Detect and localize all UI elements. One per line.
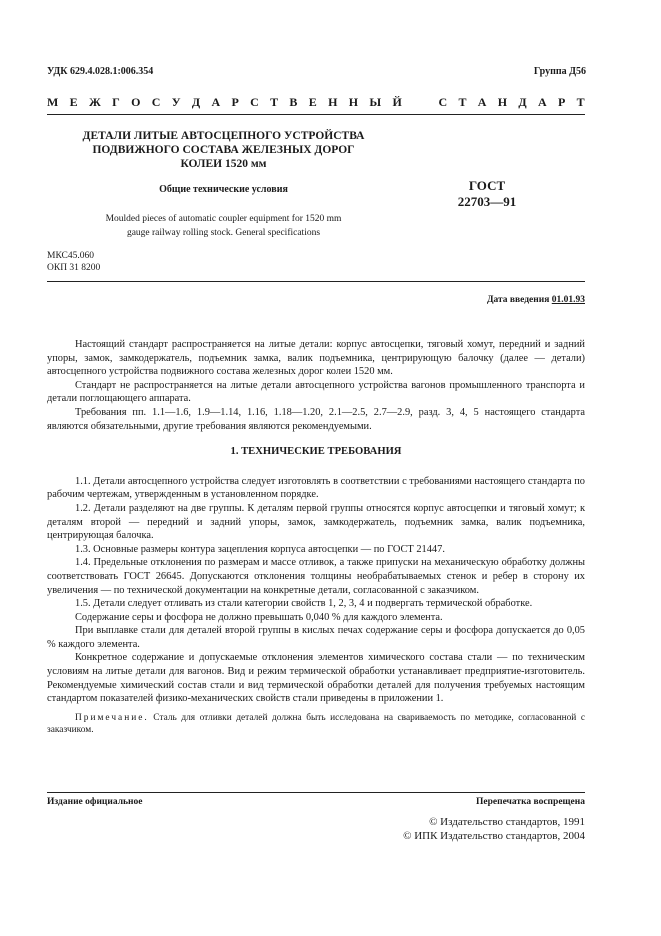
- clause-1-5-acid-furnace: При выплавке стали для деталей второй группы в кислых печах содержание серы и фосфора допускается до 0,05 % каждого элемента.: [47, 625, 585, 650]
- english-title-line-1: Moulded pieces of automatic coupler equipment for 1520 mm: [105, 214, 342, 224]
- banner-letter: Т: [576, 95, 585, 109]
- document-title: [47, 129, 400, 171]
- gost-label: ГОСТ: [468, 178, 506, 193]
- document-body: [47, 338, 585, 737]
- gost-number: 22703—91: [457, 194, 517, 209]
- clause-1-5: 1.5. Детали следует отливать из стали категории свойств 1, 2, 3, 4 и подвергать термической обработке.: [75, 598, 533, 610]
- copyright-block: [403, 815, 585, 843]
- clause-1-5-sulfur: Содержание серы и фосфора не должно превышать 0,040 % для каждого элемента.: [75, 611, 443, 623]
- banner-letter: В: [289, 95, 298, 109]
- clause-1-2: 1.2. Детали разделяют на две группы. К деталям первой группы относятся корпус автосцепки и тяговый хомут; к деталям второй — передний и задний упоры, замок, замкодержатель, подъемник замка, валик подъемника, центрирующая балочка.: [47, 502, 585, 542]
- standard-type-banner: [47, 95, 585, 110]
- banner-letter: Е: [308, 95, 317, 109]
- udk-code: УДК 629.4.028.1:006.354: [47, 66, 154, 77]
- gost-designation: [427, 178, 547, 210]
- banner-letter: Ж: [88, 95, 101, 109]
- banner-letter: С: [250, 95, 259, 109]
- title-line-1: ДЕТАЛИ ЛИТЫЕ АВТОСЦЕПНОГО УСТРОЙСТВА: [82, 130, 365, 142]
- banner-letter: С: [151, 95, 161, 109]
- english-title: [47, 212, 400, 240]
- banner-letter: Г: [112, 95, 120, 109]
- banner-letter: Т: [458, 95, 467, 109]
- banner-letter: Ы: [369, 95, 382, 109]
- banner-letter: Й: [392, 95, 402, 109]
- banner-letter: Р: [557, 95, 566, 109]
- banner-letter: С: [438, 95, 448, 109]
- mks-code: МКС45.060: [47, 251, 95, 261]
- classification-codes: [47, 250, 100, 274]
- header-divider: [47, 114, 585, 115]
- note-text: Сталь для отливки деталей должна быть исследована на свариваемость по методике, согласованной с заказчиком.: [47, 712, 585, 736]
- banner-letter: О: [131, 95, 141, 109]
- introduction-date: [487, 295, 585, 305]
- banner-letter: У: [171, 95, 181, 109]
- clause-1-4: 1.4. Предельные отклонения по размерам и массе отливок, а также припуски на механическую обработку должны соответствовать ГОСТ 26645. Допускаются отклонения толщины необрабатываемых стенок и ребер в сторону их увеличения — по технической документации на конкретные детали, согласованной с заказчиком.: [47, 557, 585, 596]
- banner-letter: Р: [231, 95, 239, 109]
- clause-1-1: 1.1. Детали автосцепного устройства следует изготовлять в соответствии с требованиями настоящего стандарта по рабочим чертежам, утвержденным в установленном порядке.: [47, 475, 585, 501]
- okp-code: ОКП 31 8200: [47, 263, 101, 273]
- footer-divider: [47, 792, 585, 793]
- title-line-3: КОЛЕИ 1520 мм: [180, 158, 267, 170]
- date-label: Дата введения: [486, 295, 552, 305]
- banner-letter: А: [537, 95, 547, 109]
- clause-1-3: 1.3. Основные размеры контура зацепления корпуса автосцепки — по ГОСТ 21447.: [75, 543, 445, 555]
- banner-letter: Н: [328, 95, 338, 109]
- paragraph-scope: Настоящий стандарт распространяется на литые детали: корпус автосцепки, тяговый хомут, передний и задний упоры, замок, замкодержатель, подъемник замка, валик подъемника, центрирующую балочку (далее — детали) автосцепного устройства подвижного состава железных дорог колеи 1520 мм.: [47, 339, 585, 378]
- banner-letter: Е: [69, 95, 78, 109]
- note: [47, 712, 585, 737]
- banner-letter: Н: [348, 95, 359, 109]
- clause-1-5-composition: Конкретное содержание и допускаемые отклонения элементов химического состава стали — по техническим условиям на литые детали для вагонов. Вид и режим термической обработки устанавливает предприятие-изготовитель. Рекомендуемые химический состав стали и вид термической обработки деталей для получения требуемых настоящим стандартом показателей физико-механических свойств стали приведены в приложении 1.: [47, 652, 585, 705]
- copyright-2004: © ИПК Издательство стандартов, 2004: [403, 830, 585, 842]
- banner-gap: [413, 95, 427, 110]
- document-subtitle: Общие технические условия: [159, 184, 288, 195]
- banner-letter: Д: [191, 95, 201, 109]
- banner-letter: А: [477, 95, 487, 109]
- english-title-line-2: gauge railway rolling stock. General specifications: [126, 228, 321, 238]
- banner-letter: Т: [270, 95, 279, 109]
- banner-letter: Д: [518, 95, 527, 109]
- paragraph-exclusions: Стандарт не распространяется на литые детали автосцепного устройства вагонов промышленного транспорта и детали поглощающего аппарата.: [47, 379, 585, 405]
- group-code: Группа Д56: [533, 66, 586, 77]
- date-value: 01.01.93: [551, 295, 585, 305]
- banner-letter: А: [211, 95, 221, 109]
- copyright-1991: © Издательство стандартов, 1991: [429, 816, 585, 828]
- banner-letter: М: [47, 95, 59, 109]
- banner-letter: Н: [497, 95, 508, 109]
- section-heading-technical-requirements: 1. ТЕХНИЧЕСКИЕ ТРЕБОВАНИЯ: [230, 446, 402, 458]
- official-edition-label: Издание официальное: [47, 797, 143, 807]
- note-label: Примечание.: [75, 712, 149, 723]
- reprint-prohibited-label: Перепечатка воспрещена: [475, 797, 585, 807]
- codes-divider: [47, 281, 585, 282]
- paragraph-requirements: Требования пп. 1.1—1.6, 1.9—1.14, 1.16, 1.18—1.20, 2.1—2.5, 2.7—2.9, разд. 3, 4, 5 настоящего стандарта являются обязательными, другие требования являются рекомендуемыми.: [47, 406, 585, 432]
- title-line-2: ПОДВИЖНОГО СОСТАВА ЖЕЛЕЗНЫХ ДОРОГ: [92, 144, 355, 156]
